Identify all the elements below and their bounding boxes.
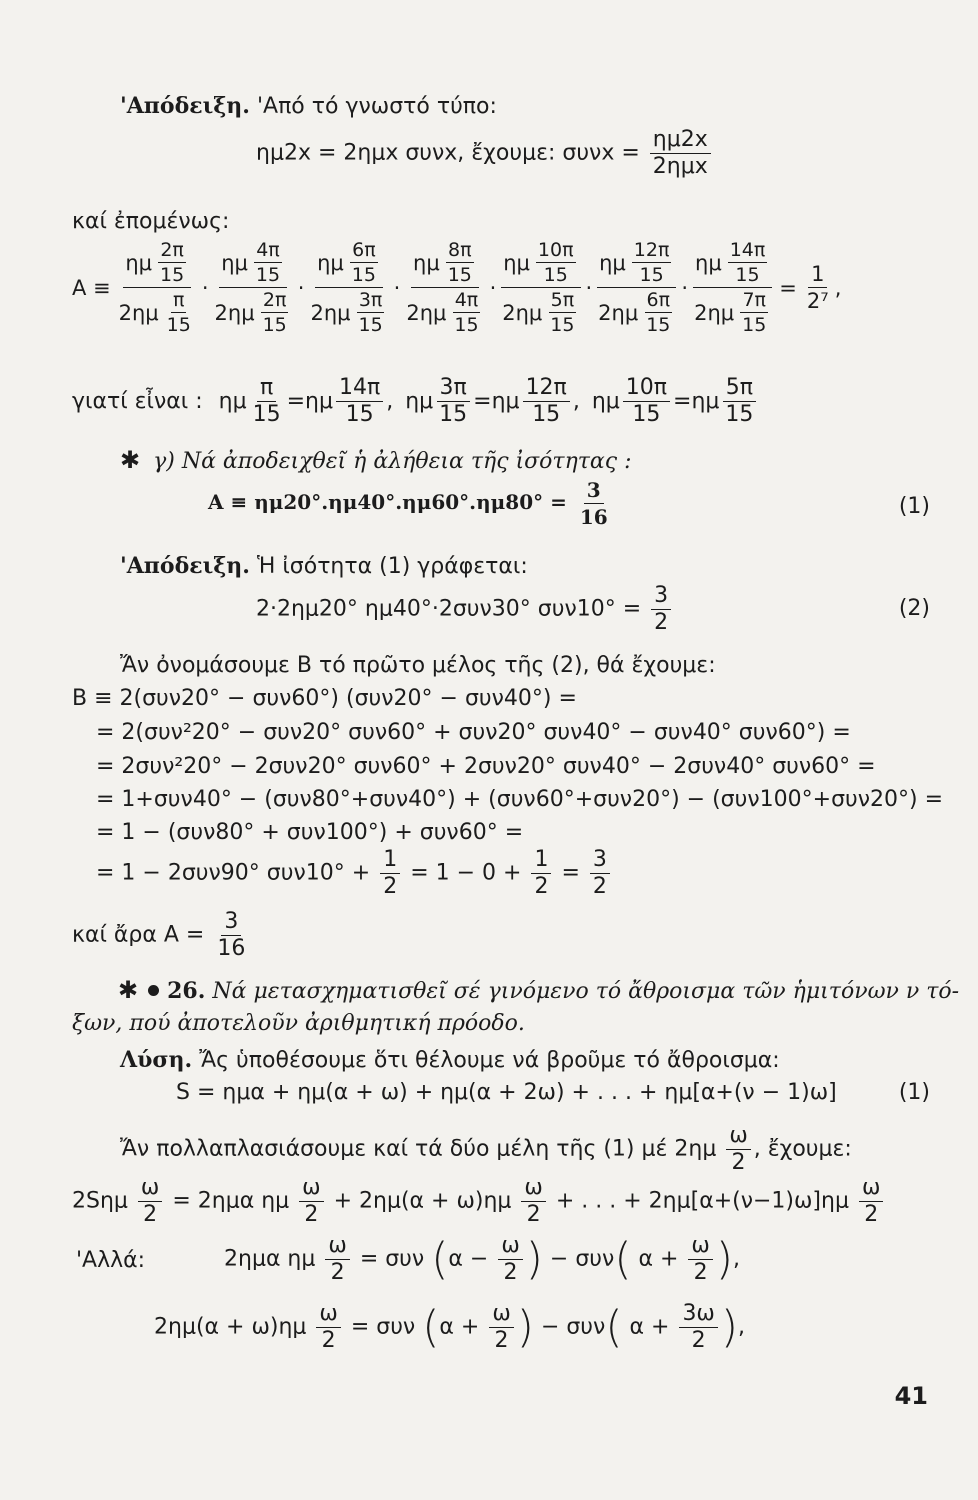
big-fraction-den [213, 288, 294, 335]
b-line-final [96, 848, 613, 899]
angle-fraction [632, 240, 672, 285]
fraction-den: 2ημx [652, 154, 708, 179]
paren-open: ( [422, 1301, 440, 1353]
multiply-line [120, 1124, 852, 1175]
fraction-den: 15 [532, 402, 561, 427]
2s-c: + 2ημ(α + ω)ημ [333, 1188, 512, 1214]
big-fraction [308, 240, 389, 335]
2s-d: + . . . + 2ημ[α+(ν−1)ω]ημ [555, 1188, 849, 1214]
fraction-den: 15 [262, 314, 287, 336]
equation-1-number: (1) [898, 494, 930, 519]
big-fraction-den [500, 288, 581, 335]
multiply-end: , ἔχουμε: [753, 1136, 852, 1162]
angle-fraction [728, 240, 768, 285]
big-fraction-den [117, 288, 198, 335]
paren-close: ) [715, 1233, 734, 1285]
fraction-num: ω [325, 1234, 349, 1260]
fraction-num: 5π [550, 289, 575, 311]
paren-close: ) [720, 1301, 739, 1353]
fraction-den: 15 [345, 402, 374, 427]
trig-fn: 2ημ [214, 300, 255, 325]
solution-text: Ἄς ὑποθέσουμε ὅτι θέλουμε νά βροῦμε τό ἄθροισμα: [199, 1048, 780, 1073]
angle-fraction [158, 240, 186, 285]
fraction-den: 2 [731, 1150, 746, 1175]
angle-fraction [250, 376, 284, 427]
omega-half [521, 1176, 545, 1227]
angle-fraction [356, 290, 384, 335]
equation-1 [208, 478, 614, 529]
kai-epomenos: καί ἐπομένως: [72, 209, 230, 234]
fraction-num: ω [688, 1234, 712, 1260]
trig-fn: ημ [695, 250, 722, 275]
fraction-num: 5π [723, 376, 756, 402]
proof-2-text: Ἡ ἰσότητα (1) γράφεται: [256, 554, 528, 579]
fraction-den: 15 [252, 402, 281, 427]
fraction-num: 12π [523, 376, 570, 402]
big-fraction [213, 240, 294, 335]
star-icon: ✱ [118, 976, 139, 1004]
fraction-num: 3ω [679, 1302, 717, 1328]
fraction-den: 2 [383, 874, 398, 899]
b-final-a: = 1 − 2συν90° συν10° + [96, 860, 371, 886]
fraction-den: 2⁷ [806, 289, 829, 313]
big-fraction-den [308, 288, 389, 335]
fraction-den: 15 [166, 314, 191, 336]
equals-sign: = [473, 389, 492, 414]
comma: , [572, 389, 580, 414]
2s-line [72, 1176, 886, 1227]
angle-fraction [623, 376, 670, 427]
half-fraction [380, 848, 400, 899]
fraction-num: 14π [336, 376, 383, 402]
an-onomasoume: Ἄν ὀνομάσουμε B τό πρῶτο μέλος τῆς (2), θά ἔχουμε: [120, 653, 716, 678]
fraction-den: 2 [534, 874, 549, 899]
fraction-num: 10π [623, 376, 670, 402]
trig-fn: ημ [317, 250, 344, 275]
b-line-1: = 2(συν²20° − συν20° συν60° + συν20° συν40° − συν40° συν60°) = [96, 720, 851, 745]
big-fraction [596, 240, 677, 335]
trig-fn: ημ [305, 389, 333, 414]
trig-fn: ημ [221, 250, 248, 275]
proof-text: 'Από τό γνωστό τύπο: [256, 94, 497, 119]
fraction-num: 3 [651, 584, 671, 610]
trig-fn: 2ημ [598, 300, 639, 325]
fraction-num: 3π [437, 376, 470, 402]
trig-fn: ημ [413, 250, 440, 275]
fraction-num: ω [521, 1176, 545, 1202]
fraction-num: π [173, 289, 185, 311]
comma: , [738, 1314, 746, 1340]
big-fraction-num [501, 240, 580, 288]
fraction-den: 15 [646, 314, 671, 336]
fraction-den: 15 [543, 264, 568, 286]
fraction-num: ω [726, 1124, 750, 1150]
fraction-den: 2 [693, 1260, 708, 1285]
equation-2-fraction [651, 584, 671, 635]
fraction-den: 15 [447, 264, 472, 286]
three-halves-fraction [590, 848, 610, 899]
alla1-c: α − [448, 1246, 489, 1272]
fraction-num: 4π [454, 289, 479, 311]
formula-sin2x [256, 128, 714, 179]
fraction-num: ω [138, 1176, 162, 1202]
fraction-num: 6π [352, 239, 376, 261]
angle-fraction [350, 240, 378, 285]
alla-line-1 [224, 1234, 740, 1285]
fraction-num: 2π [262, 289, 287, 311]
multiply-text: Ἄν πολλαπλασιάσουμε καί τά δύο μέλη τῆς (1) μέ 2ημ [120, 1136, 717, 1162]
fraction-num: 1 [808, 262, 827, 288]
alla1-d: − συν [549, 1246, 615, 1272]
kai-ara-text: καί ἄρα A = [72, 922, 205, 948]
fraction-num: 6π [646, 289, 671, 311]
problem-26-line-2: ξων, πού ἀποτελοῦν ἀριθμητική πρόοδο. [72, 1011, 525, 1036]
kai-ara-line [72, 910, 251, 961]
fraction-den: 15 [351, 264, 376, 286]
fraction-num: π [257, 376, 276, 402]
b-line-4: = 1 − (συν80° + συν100°) + συν60° = [96, 820, 524, 845]
equation-2 [256, 584, 674, 635]
alla2-b: = συν [350, 1314, 416, 1340]
fraction-den: 15 [725, 402, 754, 427]
alla2-e: α + [629, 1314, 670, 1340]
trig-fn: ημ [405, 389, 434, 414]
problem-number: 26. [167, 978, 206, 1004]
fraction-num: 12π [633, 239, 670, 261]
angle-fraction [536, 240, 576, 285]
product-of-fractions [72, 240, 841, 335]
alla-label: 'Αλλά: [76, 1248, 146, 1273]
trig-fn: 2ημ [502, 300, 543, 325]
equation-1-fraction [577, 478, 611, 529]
paren-open: ( [605, 1301, 623, 1353]
fraction-den: 2 [321, 1328, 336, 1353]
fraction-den: 2 [503, 1260, 518, 1285]
product-dot: · [489, 275, 497, 300]
b-line-2: = 2συν²20° − 2συν20° συν60° + 2συν20° συν40° − 2συν40° συν60° = [96, 754, 876, 779]
fraction-num: ημ2x [650, 128, 711, 154]
fraction-num: 14π [729, 239, 766, 261]
proof-label: 'Απόδειξη. [120, 93, 250, 119]
section-gamma [120, 446, 632, 476]
fraction-num: ω [489, 1302, 513, 1328]
fraction-den: 2 [526, 1202, 541, 1227]
omega-half [138, 1176, 162, 1227]
fraction-num: 10π [537, 239, 574, 261]
comma: , [834, 275, 842, 300]
big-fraction-num [219, 240, 287, 288]
proof-line-2 [120, 552, 528, 581]
solution-line [120, 1046, 780, 1075]
fraction-num: 8π [448, 239, 472, 261]
because-line [72, 376, 759, 427]
big-fraction-num [123, 240, 191, 288]
big-fraction [500, 240, 581, 335]
trig-fn: 2ημ [406, 300, 447, 325]
equation-2-number: (2) [898, 596, 930, 621]
alla1-a: 2ημα ημ [224, 1246, 316, 1272]
fraction-num: 7π [742, 289, 766, 311]
angle-fraction [261, 290, 289, 335]
sum-equation: S = ημα + ημ(α + ω) + ημ(α + 2ω) + . . . + ημ[α+(ν − 1)ω] [176, 1080, 837, 1105]
b-line-3: = 1+συν40° − (συν80°+συν40°) + (συν60°+συν20°) − (συν100°+συν20°) = [96, 787, 944, 812]
kai-ara-fraction [214, 910, 248, 961]
proof-label: 'Απόδειξη. [120, 553, 250, 579]
big-fraction-num [693, 240, 772, 288]
equals-sign: = [779, 275, 797, 300]
b-final-c: = [561, 860, 580, 886]
omega-half [325, 1234, 349, 1285]
fraction-num: 3 [584, 478, 604, 504]
alla-line-2 [154, 1302, 745, 1353]
big-fraction-den [404, 288, 485, 335]
omega-half [688, 1234, 712, 1285]
solution-label: Λύση. [120, 1047, 193, 1073]
fraction-num: 3 [221, 910, 241, 936]
b-line-0: B ≡ 2(συν20° − συν60°) (συν20° − συν40°) = [72, 686, 577, 711]
equals-sign: = [286, 389, 306, 414]
fraction-num: 3π [358, 289, 383, 311]
fraction-den: 2 [654, 610, 669, 635]
fraction-den: 15 [639, 264, 664, 286]
trig-fn: ημ [591, 389, 620, 414]
omega-half [859, 1176, 883, 1227]
comma: , [386, 389, 394, 414]
alla1-b: = συν [359, 1246, 425, 1272]
big-fraction-num [411, 240, 479, 288]
angle-fraction [548, 290, 576, 335]
angle-fraction [644, 290, 672, 335]
equals-sign: = [673, 389, 692, 414]
trig-fn: ημ [691, 389, 720, 414]
angle-fraction [165, 290, 193, 335]
fraction-num: 2π [160, 239, 184, 261]
omega-half [489, 1302, 513, 1353]
fraction-num: 1 [380, 848, 400, 874]
fraction-den: 15 [439, 402, 468, 427]
fraction-den: 2 [143, 1202, 158, 1227]
problem-26-line-1 [118, 976, 959, 1006]
trig-fn: 2ημ [310, 300, 351, 325]
omega-half [316, 1302, 340, 1353]
fraction-num: ω [498, 1234, 522, 1260]
angle-fraction [523, 376, 570, 427]
omega-half [726, 1124, 750, 1175]
big-fraction [117, 240, 198, 335]
bullet-icon [148, 985, 159, 996]
fraction-den: 15 [358, 314, 383, 336]
product-dot: · [585, 275, 593, 300]
comma: , [733, 1246, 741, 1272]
fraction-den: 15 [742, 314, 767, 336]
alla2-d: − συν [540, 1314, 606, 1340]
fraction-den: 2 [330, 1260, 345, 1285]
fraction-den: 15 [550, 314, 575, 336]
formula-sin2x-left: ημ2x = 2ημx συνx, ἔχουμε: συνx = [256, 140, 640, 166]
problem-26-text-1: Νά μετασχηματισθεῖ σέ γινόμενο τό ἄθροισμα τῶν ἡμιτόνων ν τό- [212, 979, 960, 1004]
2s-a: 2Sημ [72, 1188, 128, 1214]
angle-fraction [436, 376, 470, 427]
fraction-den: 15 [632, 402, 661, 427]
trig-fn: ημ [125, 250, 152, 275]
paren-open: ( [614, 1233, 632, 1285]
2s-b: = 2ημα ημ [172, 1188, 290, 1214]
angle-fraction [722, 376, 756, 427]
alla1-e: α + [638, 1246, 679, 1272]
paren-close: ) [516, 1301, 534, 1353]
star-icon: ✱ [120, 446, 141, 474]
alla2-c: α + [439, 1314, 480, 1340]
fraction-num: 3 [590, 848, 610, 874]
fraction-num: ω [859, 1176, 883, 1202]
alla2-a: 2ημ(α + ω)ημ [154, 1314, 307, 1340]
equation-1-left: A ≡ ημ20°.ημ40°.ημ60°.ημ80° = [208, 490, 567, 514]
big-fraction [692, 240, 773, 335]
fraction-den: 2 [691, 1328, 706, 1353]
fraction-den: 15 [255, 264, 281, 286]
big-fraction-den [692, 288, 773, 335]
angle-fraction [336, 376, 383, 427]
sum-equation-number: (1) [898, 1080, 930, 1105]
fraction-den: 2 [592, 874, 607, 899]
big-fraction [404, 240, 485, 335]
big-fraction-num [315, 240, 383, 288]
three-omega-half [679, 1302, 717, 1353]
product-dot: · [681, 275, 689, 300]
fraction-den: 2 [494, 1328, 509, 1353]
A-prefix: A ≡ [72, 275, 111, 300]
equation-2-left: 2·2ημ20° ημ40°·2συν30° συν10° = [256, 596, 642, 622]
trig-fn: 2ημ [118, 300, 159, 325]
product-dot: · [201, 275, 209, 300]
angle-fraction [740, 290, 768, 335]
fraction-num: ω [299, 1176, 323, 1202]
angle-fraction [446, 240, 474, 285]
trig-fn: ημ [218, 389, 247, 414]
half-fraction [531, 848, 551, 899]
fraction-den: 15 [454, 314, 479, 336]
fraction-den: 15 [735, 264, 760, 286]
product-dot: · [393, 275, 401, 300]
fraction-num: ω [316, 1302, 340, 1328]
fraction-den: 16 [579, 505, 608, 529]
b-final-b: = 1 − 0 + [410, 860, 522, 886]
section-gamma-text: γ) Νά ἀποδειχθεῖ ἡ ἀλήθεια τῆς ἰσότητας : [153, 449, 632, 474]
fraction-den: 16 [217, 936, 246, 961]
fraction-den: 15 [159, 264, 185, 286]
trig-fn: 2ημ [694, 300, 735, 325]
paren-open: ( [431, 1233, 449, 1285]
big-fraction-num [597, 240, 676, 288]
fraction-num: 1 [531, 848, 551, 874]
fraction-den: 2 [864, 1202, 879, 1227]
angle-fraction [254, 240, 282, 285]
paren-close: ) [525, 1233, 543, 1285]
fraction-den: 2 [304, 1202, 319, 1227]
fraction-cosx [650, 128, 711, 179]
angle-fraction [452, 290, 480, 335]
omega-half [299, 1176, 323, 1227]
trig-fn: ημ [599, 250, 626, 275]
product-dot: · [297, 275, 305, 300]
trig-fn: ημ [503, 250, 530, 275]
fraction-num: 4π [256, 239, 280, 261]
trig-fn: ημ [491, 389, 520, 414]
page-number: 41 [894, 1382, 928, 1410]
big-fraction-den [596, 288, 677, 335]
omega-half [498, 1234, 522, 1285]
result-fraction [804, 262, 832, 313]
proof-line-1 [120, 92, 497, 121]
because-label: γιατί εἶναι : [72, 389, 203, 414]
